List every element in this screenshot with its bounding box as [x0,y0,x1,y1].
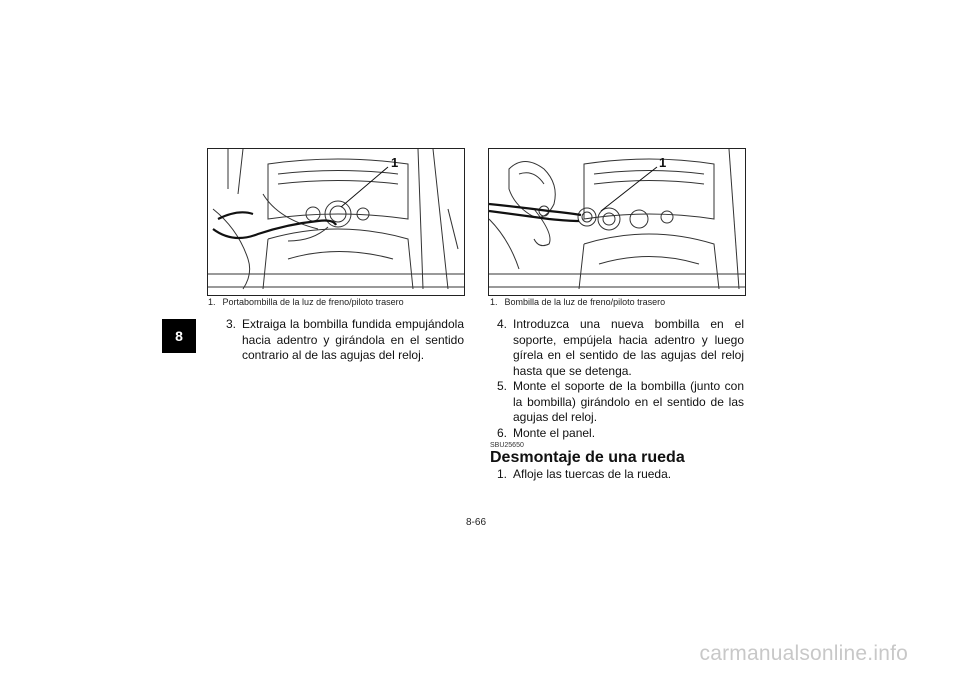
list-item [226,317,464,364]
chapter-tab: 8 [162,319,196,353]
section-title: Desmontaje de una rueda [490,449,685,466]
step-text: Extraiga la bombilla fundida empujándola hacia adentro y girándola en el sentido contrario al de las agujas del reloj. [242,317,464,362]
step-number: 3. [226,317,237,331]
list-item [497,426,744,442]
caption-number: 1. [490,297,498,307]
figure-left-caption [208,297,404,307]
figure-right-illustration [488,148,746,296]
page-number: 8-66 [466,517,487,528]
step-number: 1. [497,467,508,481]
figure-left-illustration [207,148,465,296]
caption-number: 1. [208,297,216,307]
figure-left-callout: 1 [391,155,399,170]
taillight-bulb-drawing [489,149,745,295]
step-text: Monte el soporte de la bombilla (junto con la bombilla) girándolo en el sentido de las agujas del reloj. [513,379,744,424]
section-code: SBU25650 [490,442,524,449]
caption-text: Portabombilla de la luz de freno/piloto trasero [222,297,404,307]
right-steps-list [497,317,744,441]
step-number: 5. [497,379,508,393]
watermark: carmanualsonline.info [699,642,908,665]
step-text: Monte el panel. [513,425,596,440]
left-steps-list [226,317,464,364]
step-number: 4. [497,317,508,331]
figure-right-caption [490,297,665,307]
step-number: 6. [497,425,508,440]
figure-right-callout: 1 [659,155,667,170]
list-item [497,317,744,379]
section-steps-list [497,467,744,483]
taillight-holder-drawing [208,149,464,295]
list-item [497,379,744,426]
step-text: Afloje las tuercas de la rueda. [513,467,672,481]
step-text: Introduzca una nueva bombilla en el soporte, empújela hacia adentro y luego gírela en el sentido de las agujas del reloj hasta que se detenga. [513,317,744,378]
caption-text: Bombilla de la luz de freno/piloto trasero [504,297,666,307]
list-item [497,467,744,483]
